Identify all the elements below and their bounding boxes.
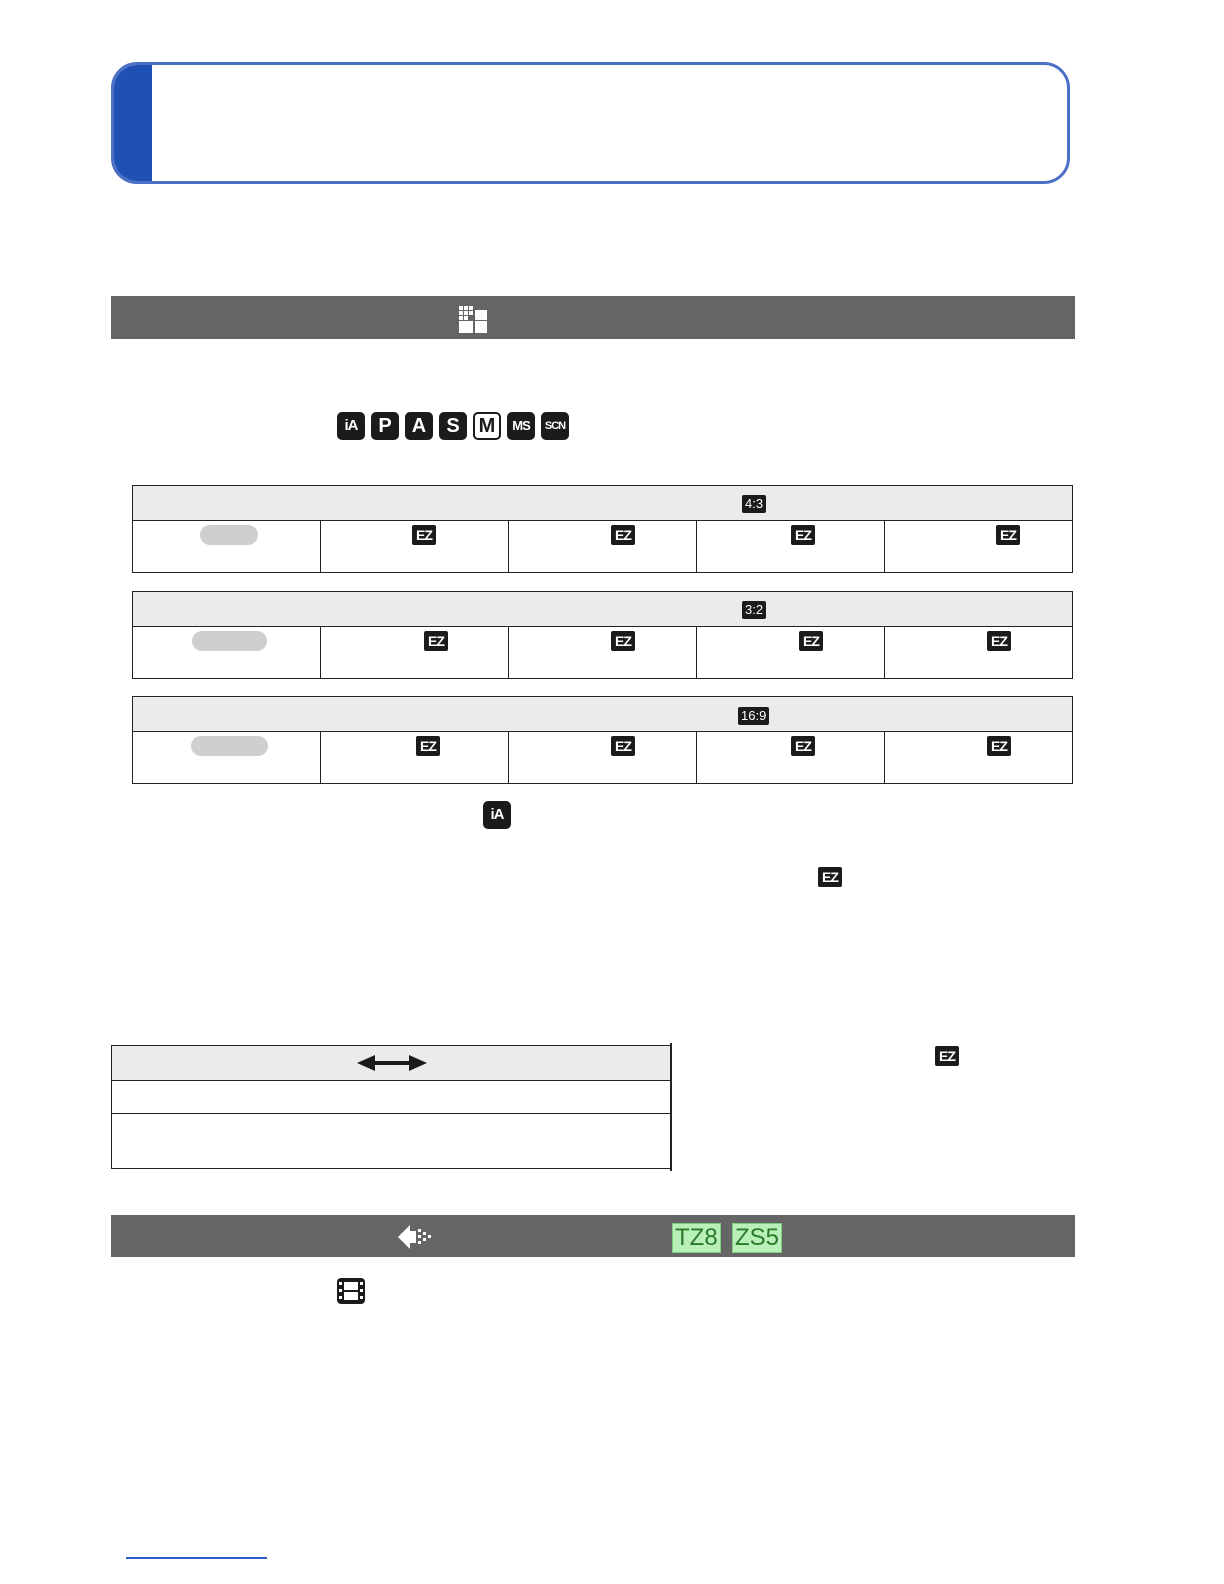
extended-zoom-icon: EZ [611, 525, 635, 545]
table-cell [133, 521, 320, 572]
aperture-priority-mode-icon: A [405, 412, 433, 440]
motion-picture-mode-icon [337, 1278, 365, 1304]
table-header [133, 486, 1072, 521]
extended-zoom-icon: EZ [791, 736, 815, 756]
table-row [133, 732, 1072, 783]
picture-size-table-3-2 [132, 591, 1073, 679]
table-cell [320, 732, 508, 783]
intelligent-auto-mode-icon: iA [337, 412, 365, 440]
model-tag-tz8: TZ8 [672, 1223, 721, 1253]
table-cell [133, 627, 320, 678]
extended-zoom-icon: EZ [818, 867, 842, 887]
program-ae-mode-icon: P [371, 412, 399, 440]
zoom-table [111, 1045, 672, 1169]
extended-zoom-icon: EZ [996, 525, 1020, 545]
extended-zoom-icon: EZ [424, 631, 448, 651]
table-cell [696, 521, 884, 572]
double-arrow-icon [357, 1053, 427, 1073]
table-cell [696, 732, 884, 783]
picture-size-table-16-9 [132, 696, 1073, 784]
picture-size-table-4-3 [132, 485, 1073, 573]
table-row [133, 627, 1072, 678]
aspect-ratio-badge: 16:9 [738, 707, 769, 725]
table-row [133, 521, 1072, 572]
table-cell [508, 732, 696, 783]
extended-zoom-icon: EZ [791, 525, 815, 545]
table-cell [133, 732, 320, 783]
highlight-pill [200, 525, 258, 545]
chapter-tab [114, 65, 152, 181]
section-bar-picture-size [111, 296, 1075, 339]
table-divider [670, 1043, 672, 1171]
table-header [112, 1046, 672, 1081]
table-cell [508, 627, 696, 678]
manual-exposure-mode-icon: M [473, 412, 501, 440]
intelligent-auto-mode-icon: iA [483, 801, 511, 829]
extended-zoom-icon: EZ [935, 1046, 959, 1066]
extended-zoom-icon: EZ [987, 631, 1011, 651]
extended-zoom-icon: EZ [987, 736, 1011, 756]
extended-zoom-icon: EZ [416, 736, 440, 756]
aspect-ratio-badge: 4:3 [742, 495, 766, 513]
table-cell [884, 732, 1072, 783]
table-row [112, 1081, 672, 1114]
section-bar-quality [111, 1215, 1075, 1257]
quality-icon [398, 1223, 432, 1251]
highlight-pill [191, 736, 268, 756]
picture-size-grid-icon [459, 306, 489, 334]
scene-mode-icon: SCN [541, 412, 569, 440]
extended-zoom-icon: EZ [412, 525, 436, 545]
my-scene-mode-icon: MS [507, 412, 535, 440]
table-header [133, 697, 1072, 732]
shutter-priority-mode-icon: S [439, 412, 467, 440]
table-cell [884, 521, 1072, 572]
table-header [133, 592, 1072, 627]
table-cell [320, 521, 508, 572]
aspect-ratio-badge: 3:2 [742, 601, 766, 619]
table-cell [884, 627, 1072, 678]
table-cell [320, 627, 508, 678]
chapter-header-box [111, 62, 1070, 184]
extended-zoom-icon: EZ [611, 736, 635, 756]
table-cell [696, 627, 884, 678]
highlight-pill [192, 631, 267, 651]
extended-zoom-icon: EZ [799, 631, 823, 651]
model-tag-zs5: ZS5 [732, 1223, 782, 1253]
footer-link-underline [126, 1557, 267, 1559]
table-cell [508, 521, 696, 572]
extended-zoom-icon: EZ [611, 631, 635, 651]
